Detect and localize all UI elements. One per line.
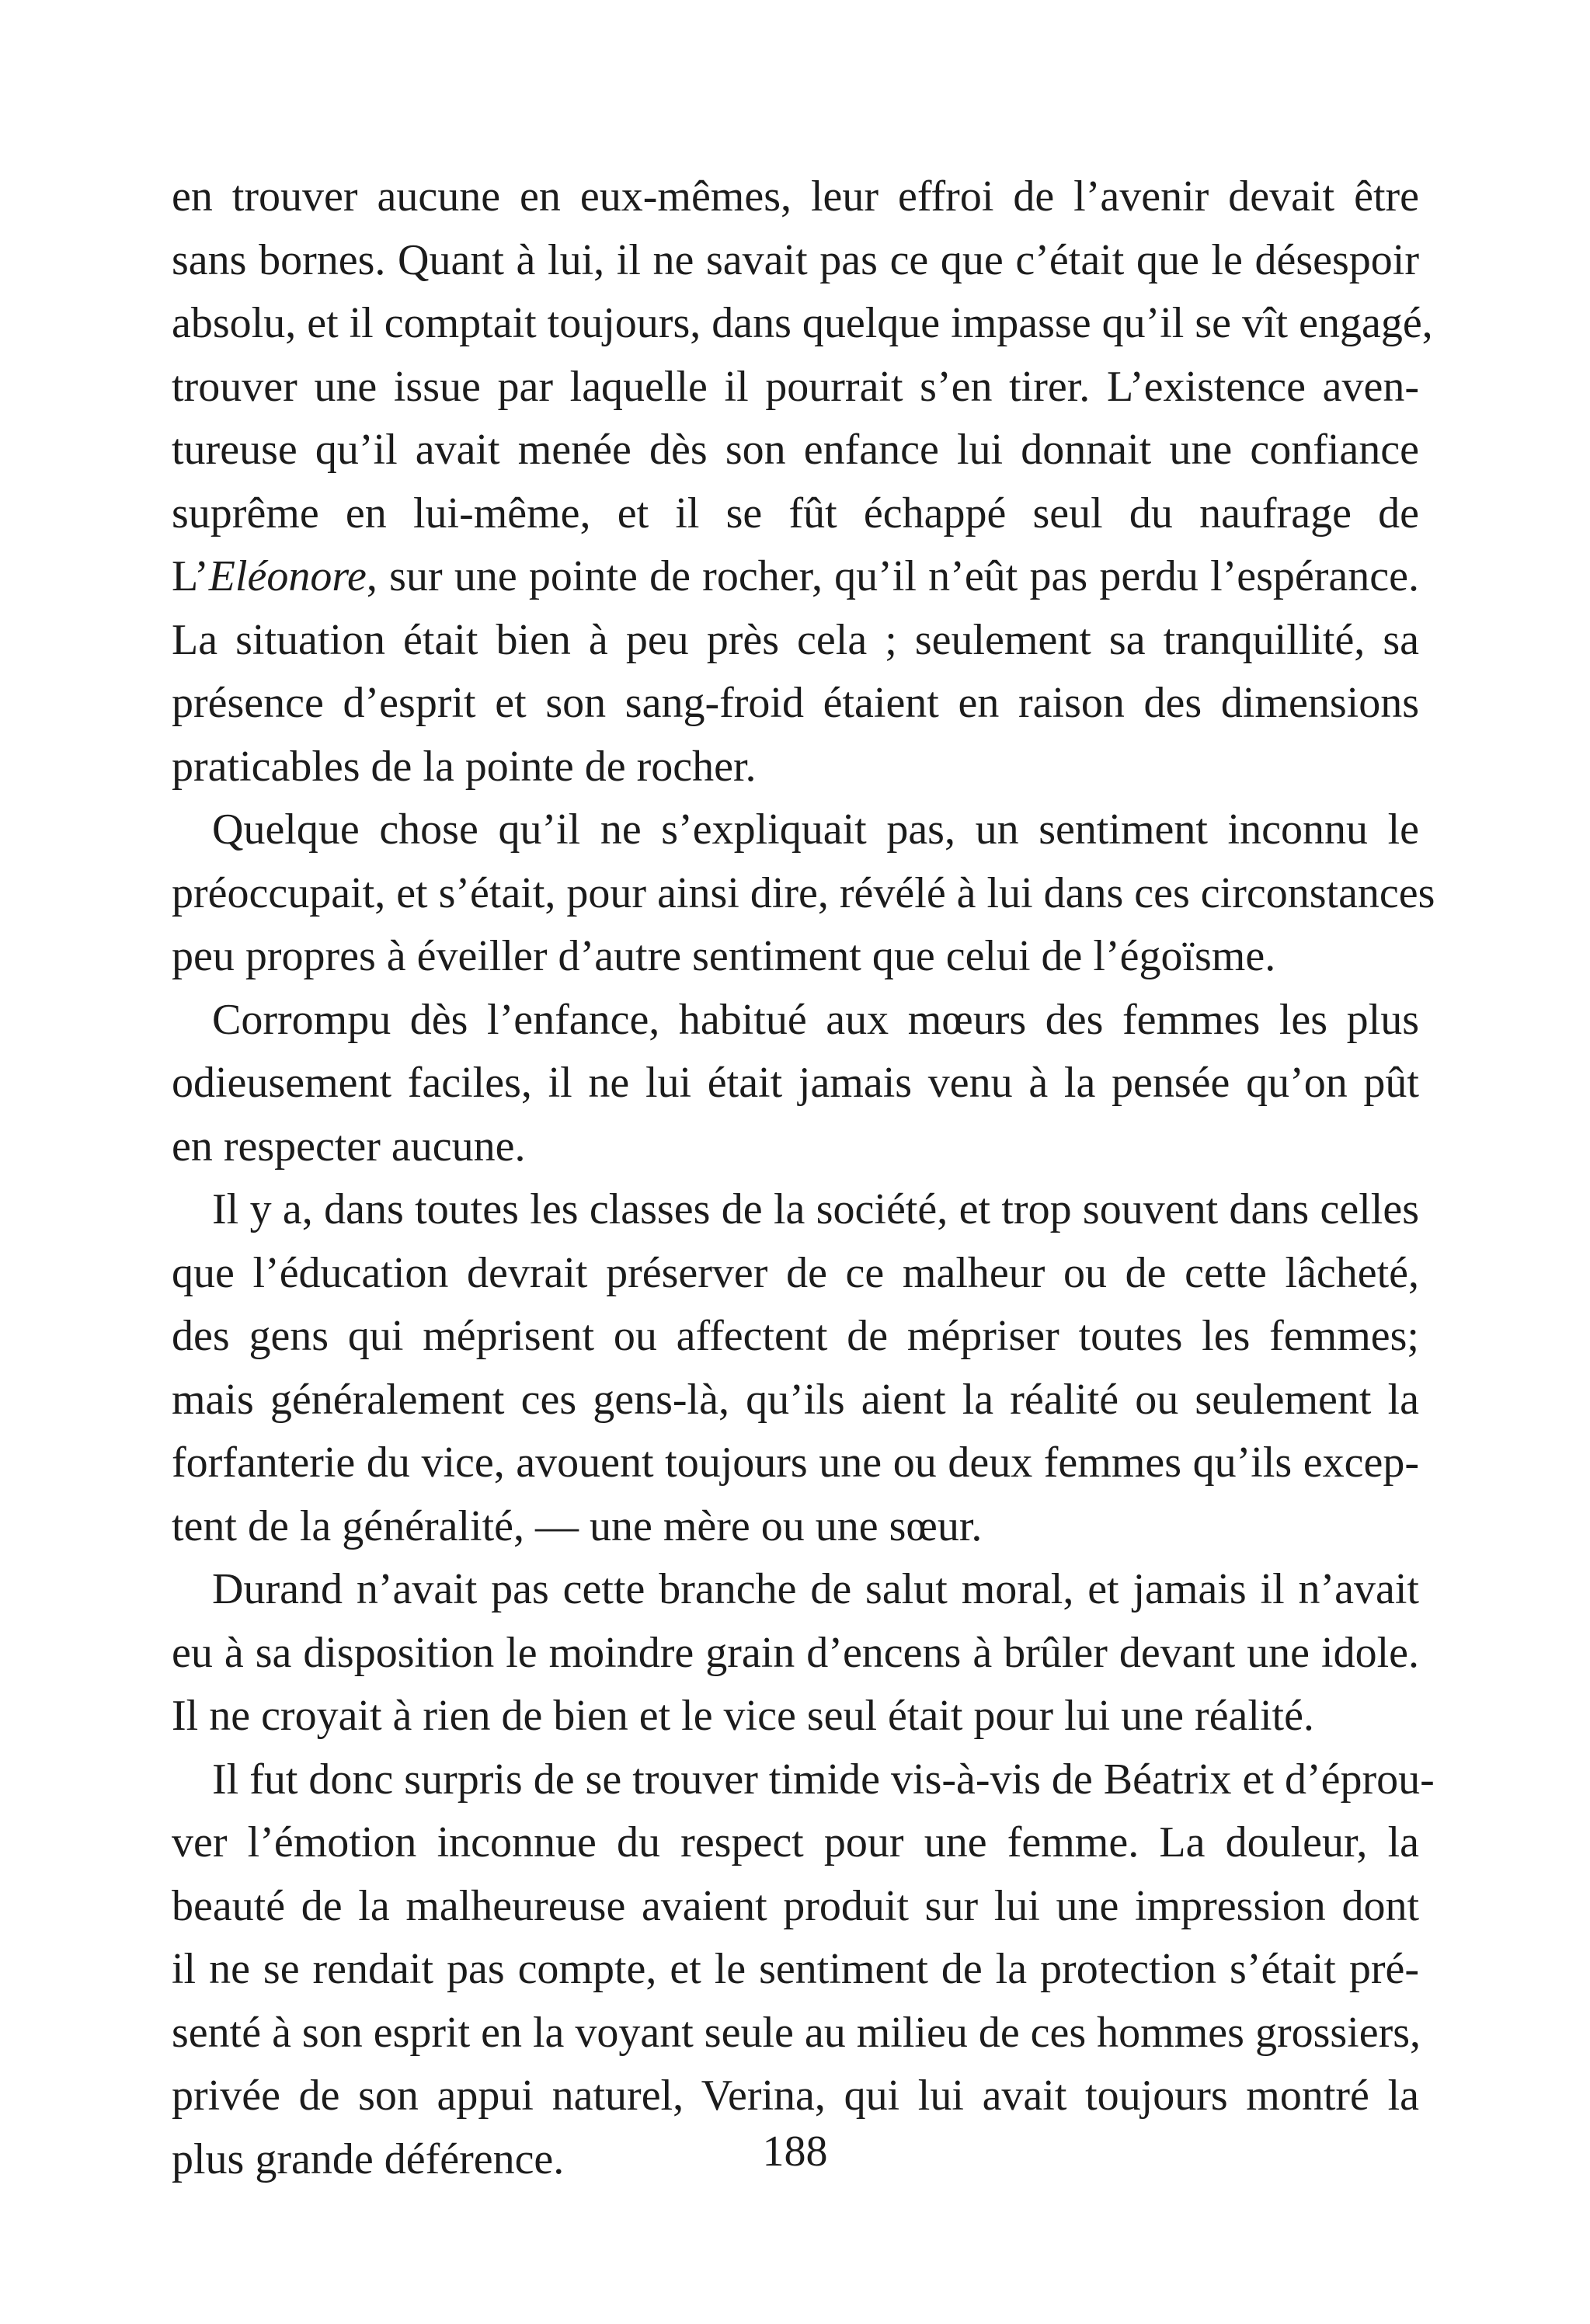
body-text	[172, 165, 1435, 2191]
paragraph	[172, 1178, 1419, 1558]
paragraph	[172, 989, 1419, 1179]
text-line: suprême en lui-même, et il se fût échappé seul du naufrage de	[172, 489, 1419, 538]
text-line: absolu, et il comptait toujours, dans quelque impasse qu’il se vît engagé,	[172, 299, 1433, 347]
text-line: tureuse qu’il avait menée dès son enfance lui donnait une confiance	[172, 426, 1419, 474]
text-line: présence d’esprit et son sang-froid étaient en raison des dimensions	[172, 679, 1419, 727]
paragraph	[172, 165, 1433, 798]
text-line: Quelque chose qu’il ne s’expliquait pas, un sentiment inconnu le	[212, 805, 1419, 854]
italic-title: Eléonore	[208, 552, 367, 600]
text-line: beauté de la malheureuse avaient produit sur lui une impression dont	[172, 1881, 1419, 1930]
text-segment: , sur une pointe de rocher, qu’il n’eût pas perdu l’espérance.	[366, 552, 1419, 600]
page-number: 188	[762, 2127, 828, 2176]
text-line: il ne se rendait pas compte, et le sentiment de la protection s’était pré-	[172, 1945, 1419, 1993]
text-line: trouver une issue par laquelle il pourrait s’en tirer. L’existence aven-	[172, 362, 1419, 411]
text-line: tent de la généralité, — une mère ou une sœur.	[172, 1501, 983, 1550]
text-line: eu à sa disposition le moindre grain d’encens à brûler devant une idole.	[172, 1628, 1419, 1677]
text-line: que l’éducation devrait préserver de ce malheur ou de cette lâcheté,	[172, 1248, 1419, 1297]
paragraph	[172, 798, 1435, 989]
text-line: sans bornes. Quant à lui, il ne savait pas ce que c’était que le désespoir	[172, 235, 1419, 284]
text-line: La situation était bien à peu près cela ; seulement sa tranquillité, sa	[172, 615, 1419, 664]
text-line: Durand n’avait pas cette branche de salut moral, et jamais il n’avait	[212, 1565, 1419, 1613]
text-line: privée de son appui naturel, Verina, qui lui avait toujours montré la	[172, 2072, 1419, 2120]
text-line: des gens qui méprisent ou affectent de mépriser toutes les femmes;	[172, 1312, 1419, 1360]
text-line: préoccupait, et s’était, pour ainsi dire, révélé à lui dans ces circonstances	[172, 868, 1435, 917]
text-segment: L’	[172, 552, 209, 600]
text-line: senté à son esprit en la voyant seule au milieu de ces hommes grossiers,	[172, 2008, 1421, 2057]
text-line: peu propres à éveiller d’autre sentiment que celui de l’égoïsme.	[172, 932, 1276, 980]
text-line: praticables de la pointe de rocher.	[172, 742, 757, 791]
text-line: Il fut donc surpris de se trouver timide vis-à-vis de Béatrix et d’éprou-	[212, 1755, 1435, 1804]
text-line: forfanterie du vice, avouent toujours une ou deux femmes qu’ils excep-	[172, 1439, 1419, 1487]
text-line: odieusement faciles, il ne lui était jamais venu à la pensée qu’on pût	[172, 1059, 1419, 1107]
text-line	[172, 545, 1419, 609]
text-line: en trouver aucune en eux-mêmes, leur effroi de l’avenir devait être	[172, 172, 1419, 221]
paragraph	[172, 1558, 1419, 1748]
text-line: Il y a, dans toutes les classes de la société, et trop souvent dans celles	[212, 1185, 1419, 1233]
text-line: plus grande déférence.	[172, 2134, 565, 2183]
text-line: mais généralement ces gens-là, qu’ils aient la réalité ou seulement la	[172, 1375, 1419, 1424]
text-line: Il ne croyait à rien de bien et le vice seul était pour lui une réalité.	[172, 1692, 1314, 1740]
text-line: en respecter aucune.	[172, 1122, 526, 1171]
text-line: Corrompu dès l’enfance, habitué aux mœurs des femmes les plus	[212, 995, 1419, 1044]
text-line: ver l’émotion inconnue du respect pour une femme. La douleur, la	[172, 1818, 1419, 1867]
